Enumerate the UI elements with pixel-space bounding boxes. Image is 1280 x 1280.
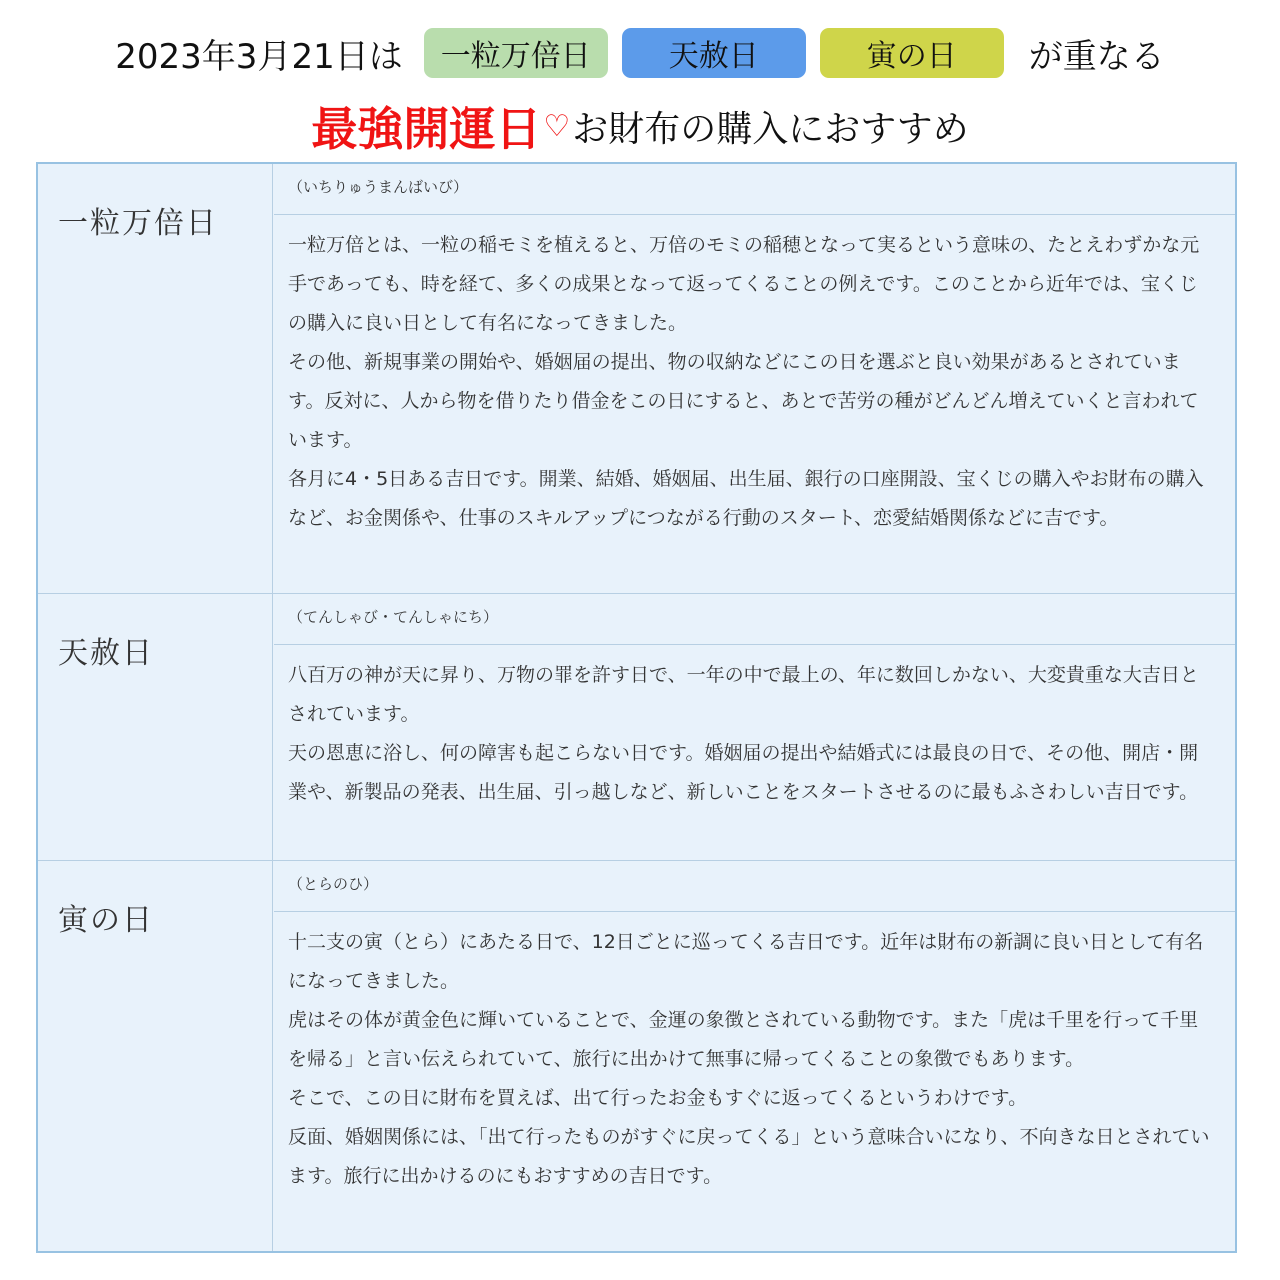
term-cell (38, 861, 273, 1251)
description-paragraph: 一粒万倍とは、一粒の稲モミを植えると、万倍のモミの稲穂となって実るという意味の、たとえわずかな元手であっても、時を経て、多くの成果となって返ってくることの例えです。このことから近年では、宝くじの購入に良い日として有名になってきました。 (288, 234, 1200, 334)
description-paragraph: 十二支の寅（とら）にあたる日で、12日ごとに巡ってくる吉日です。近年は財布の新調に良い日として有名になってきました。 (288, 931, 1204, 992)
wallet-recommendation-text: お財布の購入におすすめ (572, 108, 969, 150)
term-cell (38, 594, 273, 860)
term-description (274, 646, 1235, 812)
badge-ichiryu-manbaibi: 一粒万倍日 (424, 28, 608, 78)
description-paragraph: 各月に4・5日ある吉日です。開業、結婚、婚姻届、出生届、銀行の口座開設、宝くじの購入やお財布の購入など、お金関係や、仕事のスキルアップにつながる行動のスタート、恋愛結婚関係などに吉です。 (288, 468, 1204, 529)
term-description (274, 216, 1235, 538)
description-paragraph: 八百万の神が天に昇り、万物の罪を許す日で、一年の中で最上の、年に数回しかない、大変貴重な大吉日とされています。 (288, 664, 1199, 725)
description-paragraph: 虎はその体が黄金色に輝いていることで、金運の象徴とされている動物です。また「虎は千里を行って千里を帰る」と言い伝えられていて、旅行に出かけて無事に帰ってくることの象徴でもあります。 (288, 1009, 1199, 1070)
term-label: 一粒万倍日 (58, 206, 218, 241)
term-reading: （てんしゃび・てんしゃにち） (274, 594, 1235, 645)
headline (0, 24, 1280, 82)
description-paragraph: 反面、婚姻関係には、「出て行ったものがすぐに戻ってくる」という意味合いになり、不向きな日とされています。旅行に出かけるのにもおすすめの吉日です。 (288, 1126, 1210, 1187)
description-paragraph: そこで、この日に財布を買えば、出て行ったお金もすぐに返ってくるというわけです。 (288, 1087, 1028, 1109)
headline-date-text: 2023年3月21日は (115, 36, 403, 77)
term-reading: （とらのひ） (274, 861, 1235, 912)
description-paragraph: 天の恩恵に浴し、何の障害も起こらない日です。婚姻届の提出や結婚式には最良の日で、その他、開店・開業や、新製品の発表、出生届、引っ越しなど、新しいことをスタートさせるのに最もふさわしい吉日です。 (288, 742, 1199, 803)
term-cell (38, 164, 273, 593)
table-row-ichiryu-manbaibi (38, 164, 1235, 594)
term-description (274, 913, 1235, 1196)
term-label: 天赦日 (58, 636, 154, 671)
term-label: 寅の日 (58, 903, 154, 938)
table-row-tenshabi (38, 594, 1235, 861)
table-row-tora-no-hi (38, 861, 1235, 1251)
description-paragraph: その他、新規事業の開始や、婚姻届の提出、物の収納などにこの日を選ぶと良い効果があるとされています。反対に、人から物を借りたり借金をこの日にすると、あとで苦労の種がどんどん増えていくと言われています。 (288, 351, 1199, 451)
subheadline (0, 90, 1280, 162)
badge-tenshabi: 天赦日 (622, 28, 806, 78)
badge-tora-no-hi: 寅の日 (820, 28, 1004, 78)
heart-icon: ♡ (543, 108, 571, 144)
headline-suffix: が重なる (1028, 36, 1165, 77)
lucky-days-table (36, 162, 1237, 1253)
term-reading: （いちりゅうまんばいび） (274, 164, 1235, 215)
strongest-lucky-day-text: 最強開運日 (311, 102, 542, 156)
